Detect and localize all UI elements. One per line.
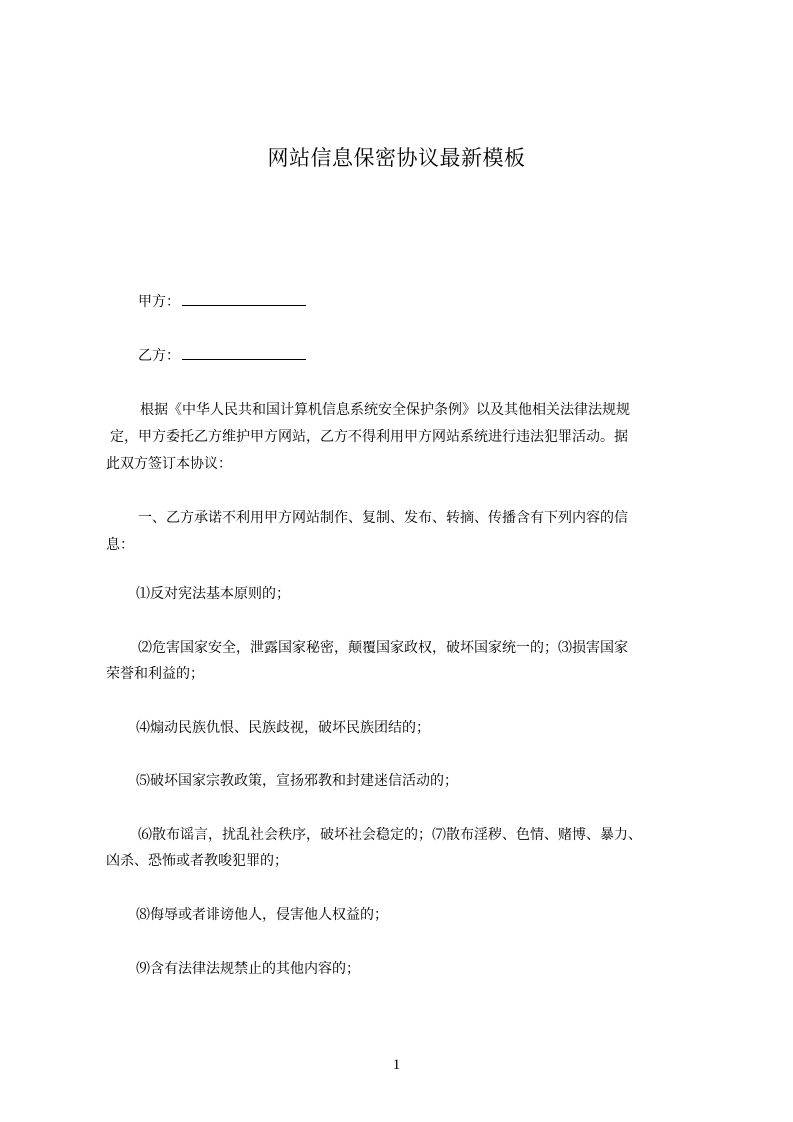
item-6-line-1: ⑹散布谣言，扰乱社会秩序，破坏社会稳定的；⑺散布淫秽、色情、赌博、暴力、	[138, 827, 642, 843]
preamble-line-2: 定，甲方委托乙方维护甲方网站，乙方不得利用甲方网站系统进行违法犯罪活动。据	[110, 429, 628, 445]
party-a-label: 甲方：	[138, 294, 180, 310]
item-1: ⑴反对宪法基本原则的；	[136, 586, 290, 602]
item-8: ⑻侮辱或者诽谤他人，侵害他人权益的；	[136, 907, 388, 923]
document-title: 网站信息保密协议最新模板	[267, 146, 526, 170]
preamble-line-3: 此双方签订本协议：	[106, 456, 232, 472]
item-6-line-2: 凶杀、恐怖或者教唆犯罪的；	[106, 853, 288, 869]
item-9: ⑼含有法律法规禁止的其他内容的；	[136, 961, 360, 977]
clause-one-line-1: 一、乙方承诺不利用甲方网站制作、复制、发布、转摘、传播含有下列内容的信	[138, 510, 628, 526]
party-b-line	[138, 345, 306, 366]
item-4: ⑷煽动民族仇恨、民族歧视，破坏民族团结的；	[136, 720, 430, 736]
item-2-line-2: 荣誉和利益的；	[106, 666, 204, 682]
clause-one-line-2: 息：	[106, 537, 134, 553]
item-5: ⑸破坏国家宗教政策，宣扬邪教和封建迷信活动的；	[136, 773, 458, 789]
item-2-line-1: ⑵危害国家安全，泄露国家秘密，颠覆国家政权，破坏国家统一的；⑶损害国家	[138, 640, 628, 656]
party-a-line	[138, 291, 306, 312]
party-b-label: 乙方：	[138, 348, 180, 364]
party-b-blank	[182, 345, 306, 360]
page-number: 1	[392, 1057, 401, 1073]
preamble-line-1: 根据《中华人民共和国计算机信息系统安全保护条例》以及其他相关法律法规规	[140, 402, 630, 418]
party-a-blank	[182, 291, 306, 306]
